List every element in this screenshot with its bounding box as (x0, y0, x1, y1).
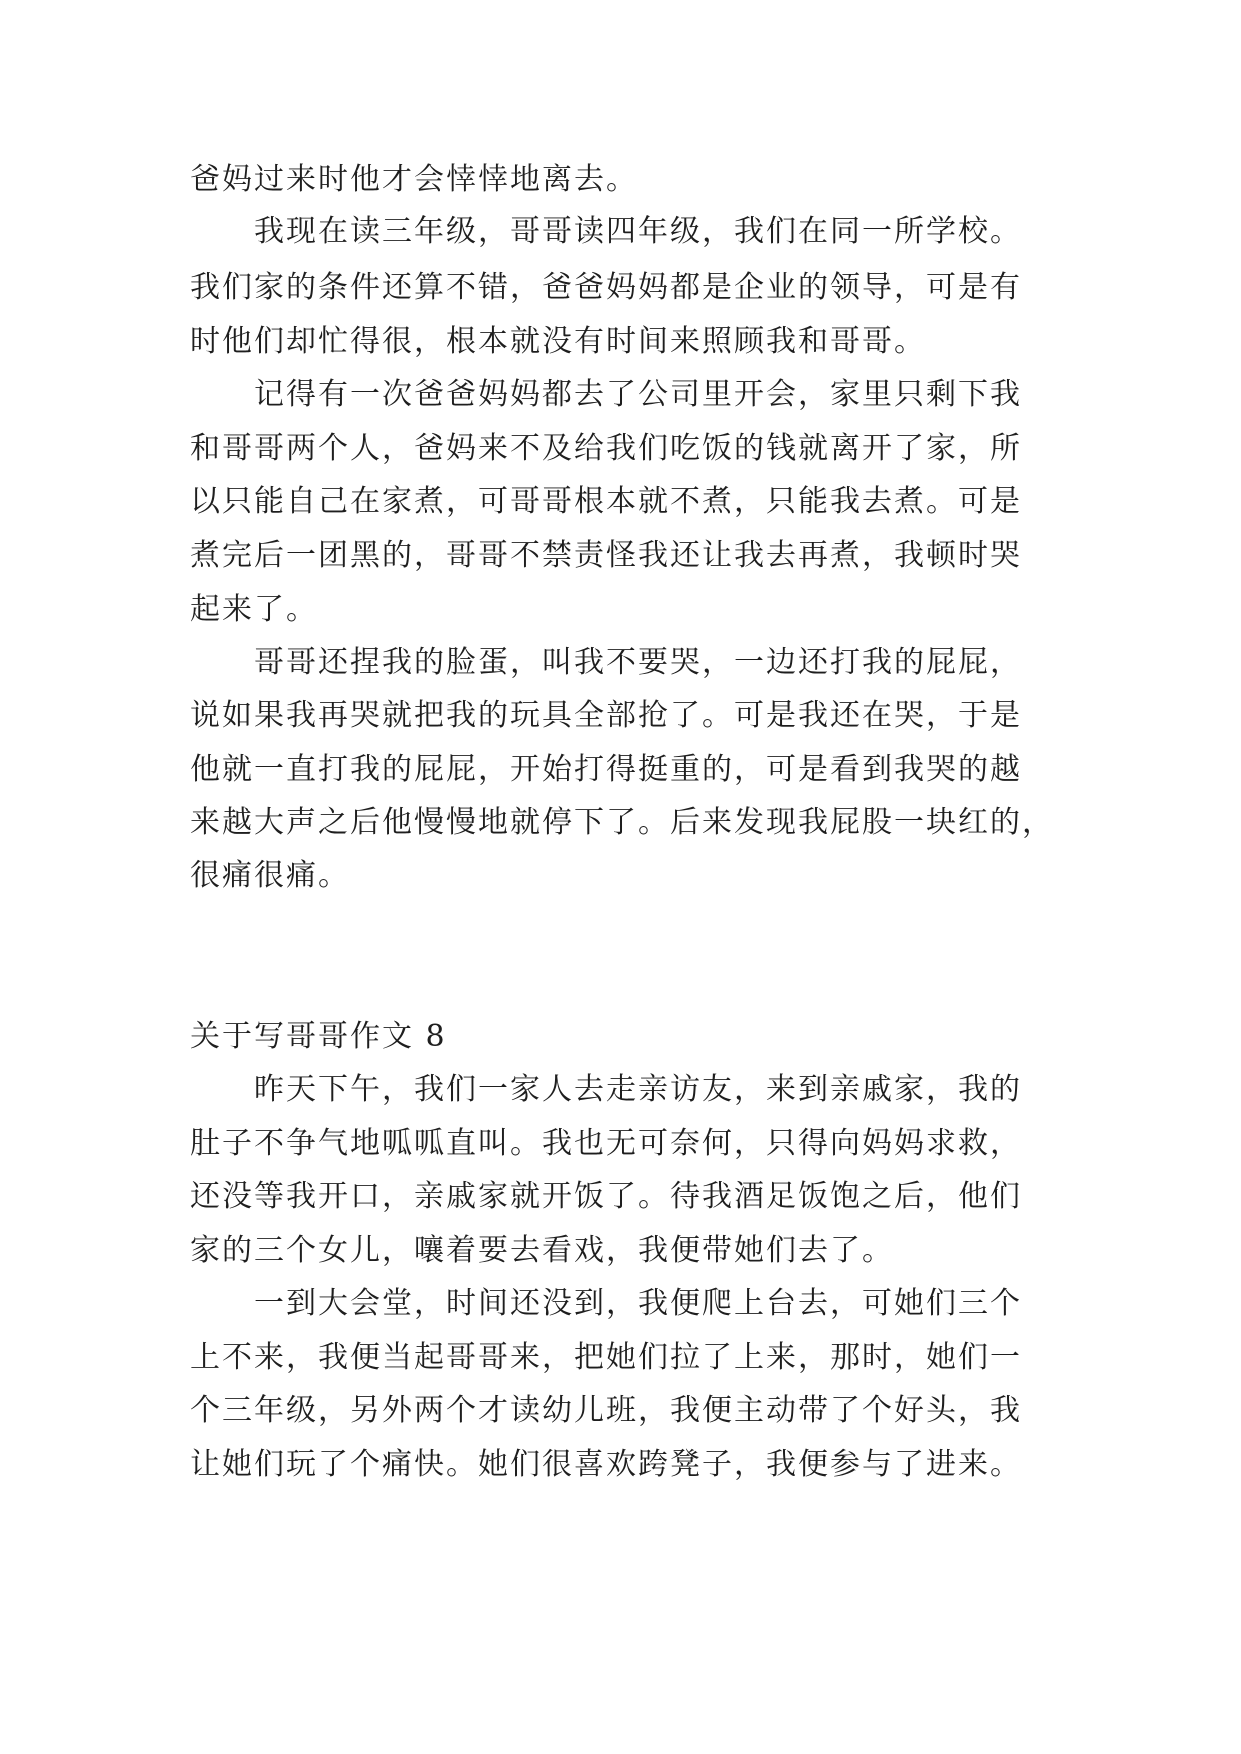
text-line: 说如果我再哭就把我的玩具全部抢了。可是我还在哭，于是 (190, 698, 1022, 733)
paragraph-first-line: 记得有一次爸爸妈妈都去了公司里开会，家里只剩下我 (254, 377, 1022, 412)
paragraph-first-line: 昨天下午，我们一家人去走亲访友，来到亲戚家，我的 (254, 1072, 1022, 1107)
text-line: 来越大声之后他慢慢地就停下了。后来发现我屁股一块红的， (190, 805, 1054, 840)
section-title: 关于写哥哥作文 8 (190, 1019, 447, 1054)
text-line: 家的三个女儿，嚷着要去看戏，我便带她们去了。 (190, 1233, 894, 1268)
paragraph-first-line: 我现在读三年级，哥哥读四年级，我们在同一所学校。 (254, 214, 1022, 249)
text-line: 爸妈过来时他才会悻悻地离去。 (190, 162, 638, 197)
paragraph-first-line: 哥哥还捏我的脸蛋，叫我不要哭，一边还打我的屁屁， (254, 645, 1022, 680)
text-line: 让她们玩了个痛快。她们很喜欢跨凳子，我便参与了进来。 (190, 1447, 1022, 1482)
text-line: 我们家的条件还算不错，爸爸妈妈都是企业的领导，可是有 (190, 270, 1022, 305)
text-line: 和哥哥两个人，爸妈来不及给我们吃饭的钱就离开了家，所 (190, 431, 1022, 466)
text-line: 个三年级，另外两个才读幼儿班，我便主动带了个好头，我 (190, 1393, 1022, 1428)
text-line: 肚子不争气地呱呱直叫。我也无可奈何，只得向妈妈求救， (190, 1126, 1022, 1161)
text-line: 很痛很痛。 (190, 858, 350, 893)
text-line: 时他们却忙得很，根本就没有时间来照顾我和哥哥。 (190, 324, 926, 359)
text-line: 以只能自己在家煮，可哥哥根本就不煮，只能我去煮。可是 (190, 484, 1022, 519)
text-line: 还没等我开口，亲戚家就开饭了。待我酒足饭饱之后，他们 (190, 1179, 1022, 1214)
text-line: 起来了。 (190, 592, 318, 627)
text-line: 他就一直打我的屁屁，开始打得挺重的，可是看到我哭的越 (190, 752, 1022, 787)
paragraph-first-line: 一到大会堂，时间还没到，我便爬上台去，可她们三个 (254, 1286, 1022, 1321)
text-line: 上不来，我便当起哥哥来，把她们拉了上来，那时，她们一 (190, 1340, 1022, 1375)
text-line: 煮完后一团黑的，哥哥不禁责怪我还让我去再煮，我顿时哭 (190, 538, 1022, 573)
